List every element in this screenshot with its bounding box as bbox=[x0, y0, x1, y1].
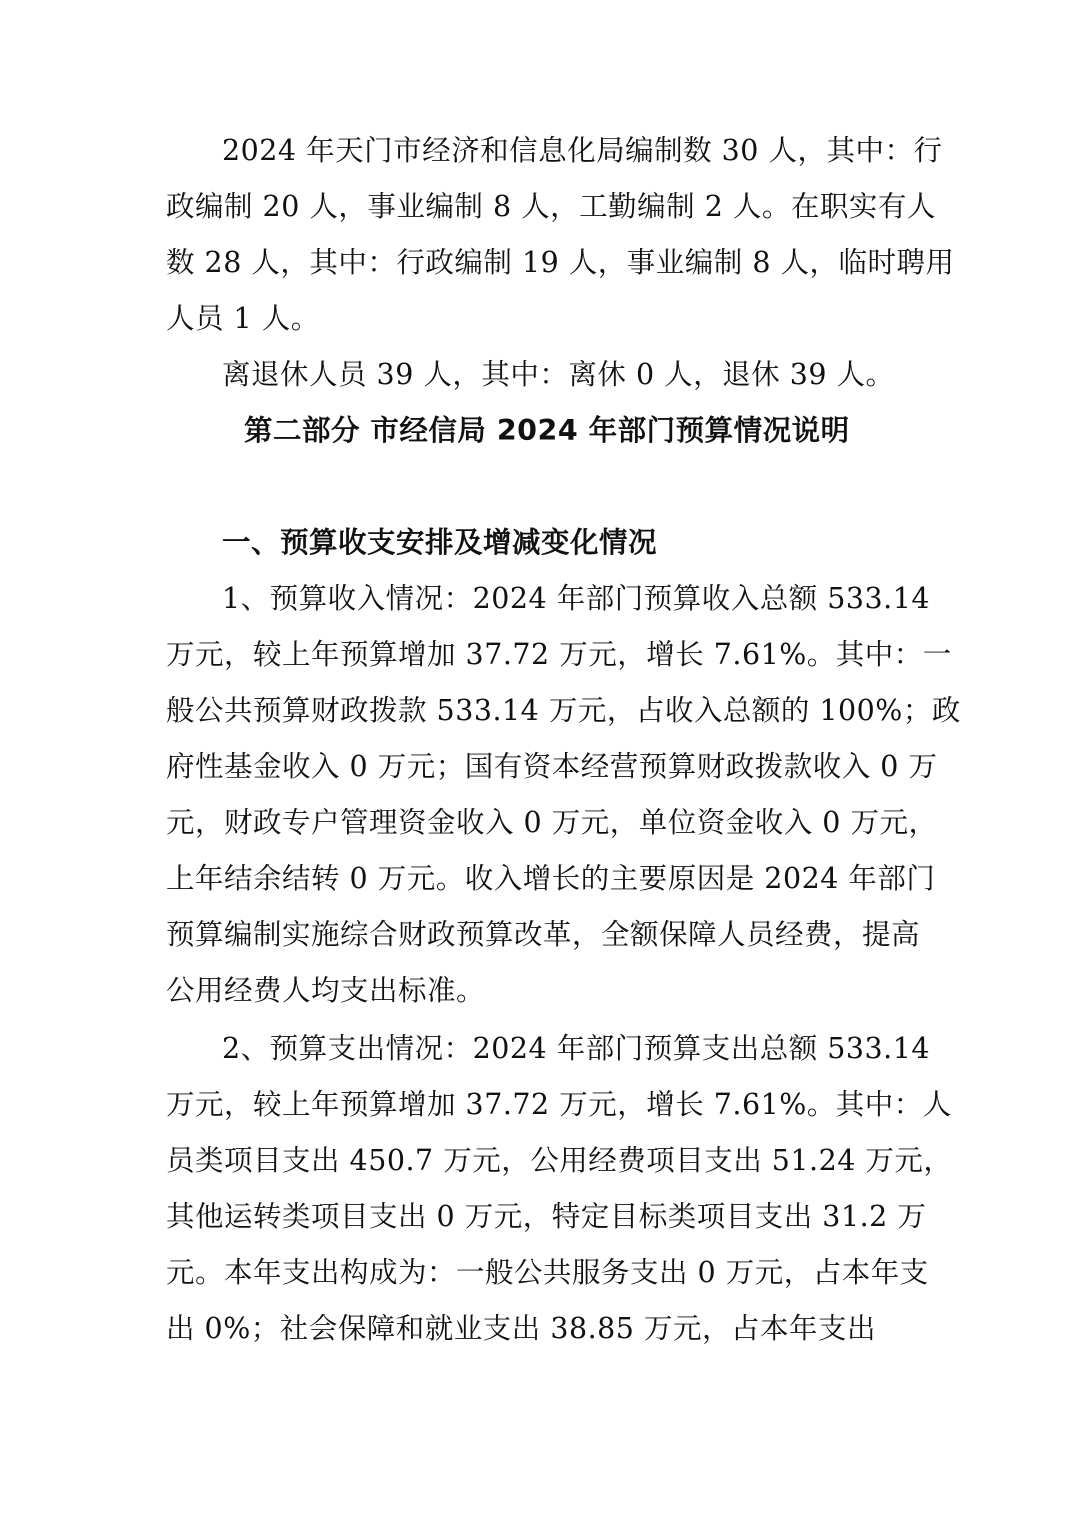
staffing-line-1: 2024 年天门市经济和信息化局编制数 30 人，其中：行 bbox=[222, 134, 943, 167]
section-heading: 一、预算收支安排及增减变化情况 bbox=[222, 526, 658, 559]
expense-line-5: 元。本年支出构成为：一般公共服务支出 0 万元，占本年支 bbox=[166, 1256, 929, 1289]
income-line-4: 府性基金收入 0 万元；国有资本经营预算财政拨款收入 0 万 bbox=[166, 750, 938, 783]
expense-line-4: 其他运转类项目支出 0 万元，特定目标类项目支出 31.2 万 bbox=[166, 1200, 927, 1233]
income-line-6: 上年结余结转 0 万元。收入增长的主要原因是 2024 年部门 bbox=[166, 862, 936, 895]
retired-line-1: 离退休人员 39 人，其中：离休 0 人，退休 39 人。 bbox=[222, 358, 895, 391]
income-line-7: 预算编制实施综合财政预算改革，全额保障人员经费，提高 bbox=[166, 918, 921, 951]
income-line-2: 万元，较上年预算增加 37.72 万元，增长 7.61%。其中：一 bbox=[166, 638, 952, 671]
staffing-line-3: 数 28 人，其中：行政编制 19 人，事业编制 8 人，临时聘用 bbox=[166, 246, 955, 279]
part-title: 第二部分 市经信局 2024 年部门预算情况说明 bbox=[244, 414, 850, 447]
income-line-3: 般公共预算财政拨款 533.14 万元，占收入总额的 100%；政 bbox=[166, 694, 961, 727]
expense-line-1: 2、预算支出情况：2024 年部门预算支出总额 533.14 bbox=[222, 1032, 931, 1065]
expense-line-3: 员类项目支出 450.7 万元，公用经费项目支出 51.24 万元， bbox=[166, 1144, 953, 1177]
income-line-8: 公用经费人均支出标准。 bbox=[166, 974, 486, 1007]
expense-line-6: 出 0%；社会保障和就业支出 38.85 万元，占本年支出 bbox=[166, 1312, 876, 1345]
expense-line-2: 万元，较上年预算增加 37.72 万元，增长 7.61%。其中：人 bbox=[166, 1088, 952, 1121]
income-line-1: 1、预算收入情况：2024 年部门预算收入总额 533.14 bbox=[222, 582, 931, 615]
staffing-line-2: 政编制 20 人，事业编制 8 人，工勤编制 2 人。在职实有人 bbox=[166, 190, 936, 223]
staffing-line-4: 人员 1 人。 bbox=[166, 302, 320, 335]
income-line-5: 元，财政专户管理资金收入 0 万元，单位资金收入 0 万元， bbox=[166, 806, 938, 839]
